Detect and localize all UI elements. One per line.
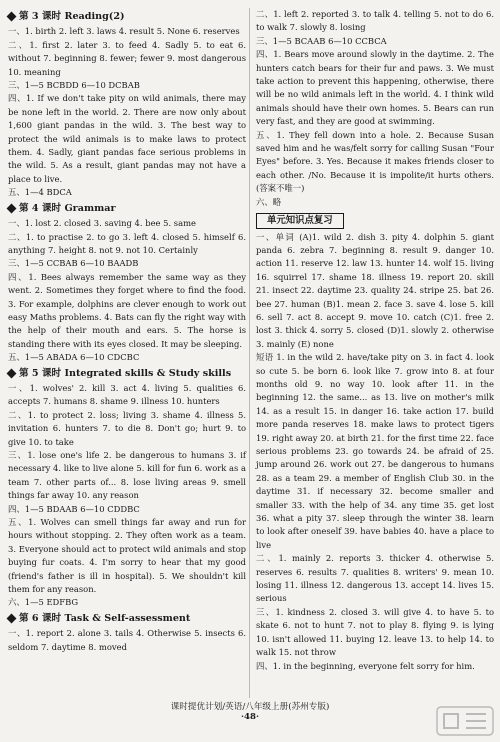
answer-line: 五、1. Wolves can smell things far away and run for hours without stopping. 2. They often work as a team. 3. Everyone should act to protect wild animals and stop buying fur coats. 4. I'm sorry to hear that my good (friend's father is ill in hospital). 5. We shouldn't kill them for any reason.: [8, 517, 246, 595]
diamond-bullet-icon: [7, 12, 17, 22]
answer-line: 一、单词 (A)1. wild 2. dish 3. pity 4. dolphin 5. giant panda 6. zebra 7. beginning 8. result 9. danger 10. action 11. reserve 12. law 13. hunter 14. wolf 15. living 16. squirrel 17. shame 18. illness 19. report 20. skill 21. insect 22. daytime 23. quality 24. stripe 25. bat 26. bee 27. human (B)1. mean 2. face 3. save 4. lose 5. kill 6. sell 7. act 8. accept 9. move 10. catch (C)1. free 2. lost 3. thick 4. sorry 5. closed (D)1. slowly 2. otherwise 3. mainly (E) none: [256, 231, 494, 349]
diamond-bullet-icon: [7, 613, 17, 623]
answer-line: 二、1. first 2. later 3. to feed 4. Sadly 5. to eat 6. without 7. beginning 8. fewer; fewer 9. most dangerous 10. meaning: [8, 39, 246, 77]
answer-line: 二、1. to practise 2. to go 3. left 4. closed 5. himself 6. anything 7. height 8. not 9. not 10. Certainly: [8, 231, 246, 255]
watermark-logo-icon: [436, 706, 494, 736]
answer-line: 五、1—4 BDCA: [8, 187, 72, 198]
answer-line: 三、1. lose one's life 2. be dangerous to humans 3. if necessary 4. like to live alone 5. kill for fun 6. work as a team 7. other parts of... 8. lose living areas 9. smell things far away 10. any reason: [8, 450, 246, 501]
lesson-heading: [8, 612, 246, 625]
heading-text: 第 4 课时 Grammar: [19, 202, 116, 214]
answer-line: 二、1. to protect 2. loss; living 3. shame 4. illness 5. invitation 6. hunters 7. to die 8. Don't go; hurt 9. to give 10. to take: [8, 409, 246, 447]
unit-review-banner: [256, 213, 494, 228]
answer-line: 二、1. left 2. reported 3. to talk 4. telling 5. not to do 6. to walk 7. slowly 8. losing: [256, 9, 494, 33]
answer-line: 五、1—5 ABADA 6—10 CDCBC: [8, 352, 140, 363]
lesson-heading: [8, 202, 246, 215]
lesson-heading: [8, 10, 246, 23]
answer-line: 短语 1. in the wild 2. have/take pity on 3. in fact 4. look so cute 5. be born 6. look like 7. grow into 8. at four months old 9. no way 10. look after 11. in the beginning 12. the same... as 13. live on mother's milk 14. as a result 15. in danger 16. take action 17. build more panda reserves 18. make laws to protect tigers 19. right away 20. at birth 21. for the first time 22. face serious problems 23. go towards 24. be afraid of 25. jump around 26. work out 27. be dangerous to humans 28. as a team 29. a member of English Club 30. in the daytime 31. if necessary 32. become smaller and smaller 33. with the help of 34. any time 35. get lost 36. what a pity 37. sleep through the winter 38. learn to look after oneself 39. have babies 40. have a place to live: [256, 352, 494, 550]
answer-line: 六、略: [256, 196, 282, 207]
answer-line: 四、1. If we don't take pity on wild animals, there may be none left in the world. 2. There are now only about 1,600 giant pandas in the wild. 3. The best way to protect the wild animals is to make laws to protect them. 4. Sadly, giant pandas face serious problems in the wild. 5. As a result, giant pandas may not have a place to live.: [8, 93, 246, 184]
answer-line: 三、1—5 BCAAB 6—10 CCBCA: [256, 35, 387, 46]
answer-line: 四、1. Bears move around slowly in the daytime. 2. The hunters catch bears for their fur and paws. 3. We must take action to prevent this happening, otherwise, there will be no wild animals left in the world. 4. I think wild animals should have their own homes. 5. Bears can run very fast, and they are good at swimming.: [256, 49, 494, 127]
diamond-bullet-icon: [7, 203, 17, 213]
diamond-bullet-icon: [7, 368, 17, 378]
heading-text: 第 6 课时 Task & Self-assessment: [19, 612, 191, 624]
answer-line: 二、1. mainly 2. reports 3. thicker 4. otherwise 5. reserves 6. results 7. qualities 8. writers' 9. mean 10. losing 11. illness 12. dangerous 13. accept 14. lives 15. serious: [256, 553, 494, 604]
heading-text: 第 5 课时 Integrated skills & Study skills: [19, 367, 232, 379]
answer-line: 三、1—5 BCBDD 6—10 DCBAB: [8, 80, 140, 91]
answer-line: 四、1. in the beginning, everyone felt sorry for him.: [256, 660, 475, 671]
answer-line: 一、1. birth 2. left 3. laws 4. result 5. None 6. reserves: [8, 26, 240, 37]
answer-line: 四、1—5 BDAAB 6—10 CDDBC: [8, 503, 140, 514]
answer-line: 五、1. They fell down into a hole. 2. Because Susan saved him and he was/felt sorry for calling Susan "Four Eyes" before. 3. Yes. Because it makes friends closer to each other. /No. Because it is impolite/it hurts others. (答案不唯一): [256, 129, 494, 194]
left-column: [8, 8, 246, 654]
answer-line: 一、1. report 2. alone 3. tails 4. Otherwise 5. insects 6. seldom 7. daytime 8. moved: [8, 628, 246, 652]
heading-text: 第 3 课时 Reading(2): [19, 11, 125, 22]
right-column: [256, 8, 494, 673]
page-number: ·48·: [241, 712, 259, 722]
footer-title: 课时提优计划/英语/八年级上册(苏州专版): [170, 702, 330, 712]
answer-line: 三、1. kindness 2. closed 3. will give 4. to have 5. to skate 6. not to hunt 7. not to play 8. flying 9. is lying 10. isn't allowed 11. buying 12. leave 13. to help 14. to walk 15. not throw: [256, 606, 494, 658]
lesson-heading: [8, 367, 246, 380]
answer-line: 三、1—5 CCBAB 6—10 BAADB: [8, 258, 139, 269]
answer-line: 四、1. Bees always remember the same way as they went. 2. Sometimes they forget where to find the food. 3. For example, dolphins are clever enough to work out easy Maths problems. 4. Bats can fly the right way with the help of their mouth and ears. 5. The horse is standing there with its eyes closed. It may be sleeping.: [8, 271, 246, 349]
answer-line: 一、1. lost 2. closed 3. saving 4. bee 5. same: [8, 218, 196, 229]
page-footer: [0, 700, 500, 722]
banner-text: 单元知识点复习: [256, 213, 344, 228]
column-divider: [249, 8, 250, 698]
answer-line: 一、1. wolves' 2. kill 3. act 4. living 5. qualities 6. accepts 7. humans 8. shame 9. illness 10. hunters: [8, 382, 246, 407]
answer-line: 六、1—5 EDFBG: [8, 597, 79, 608]
